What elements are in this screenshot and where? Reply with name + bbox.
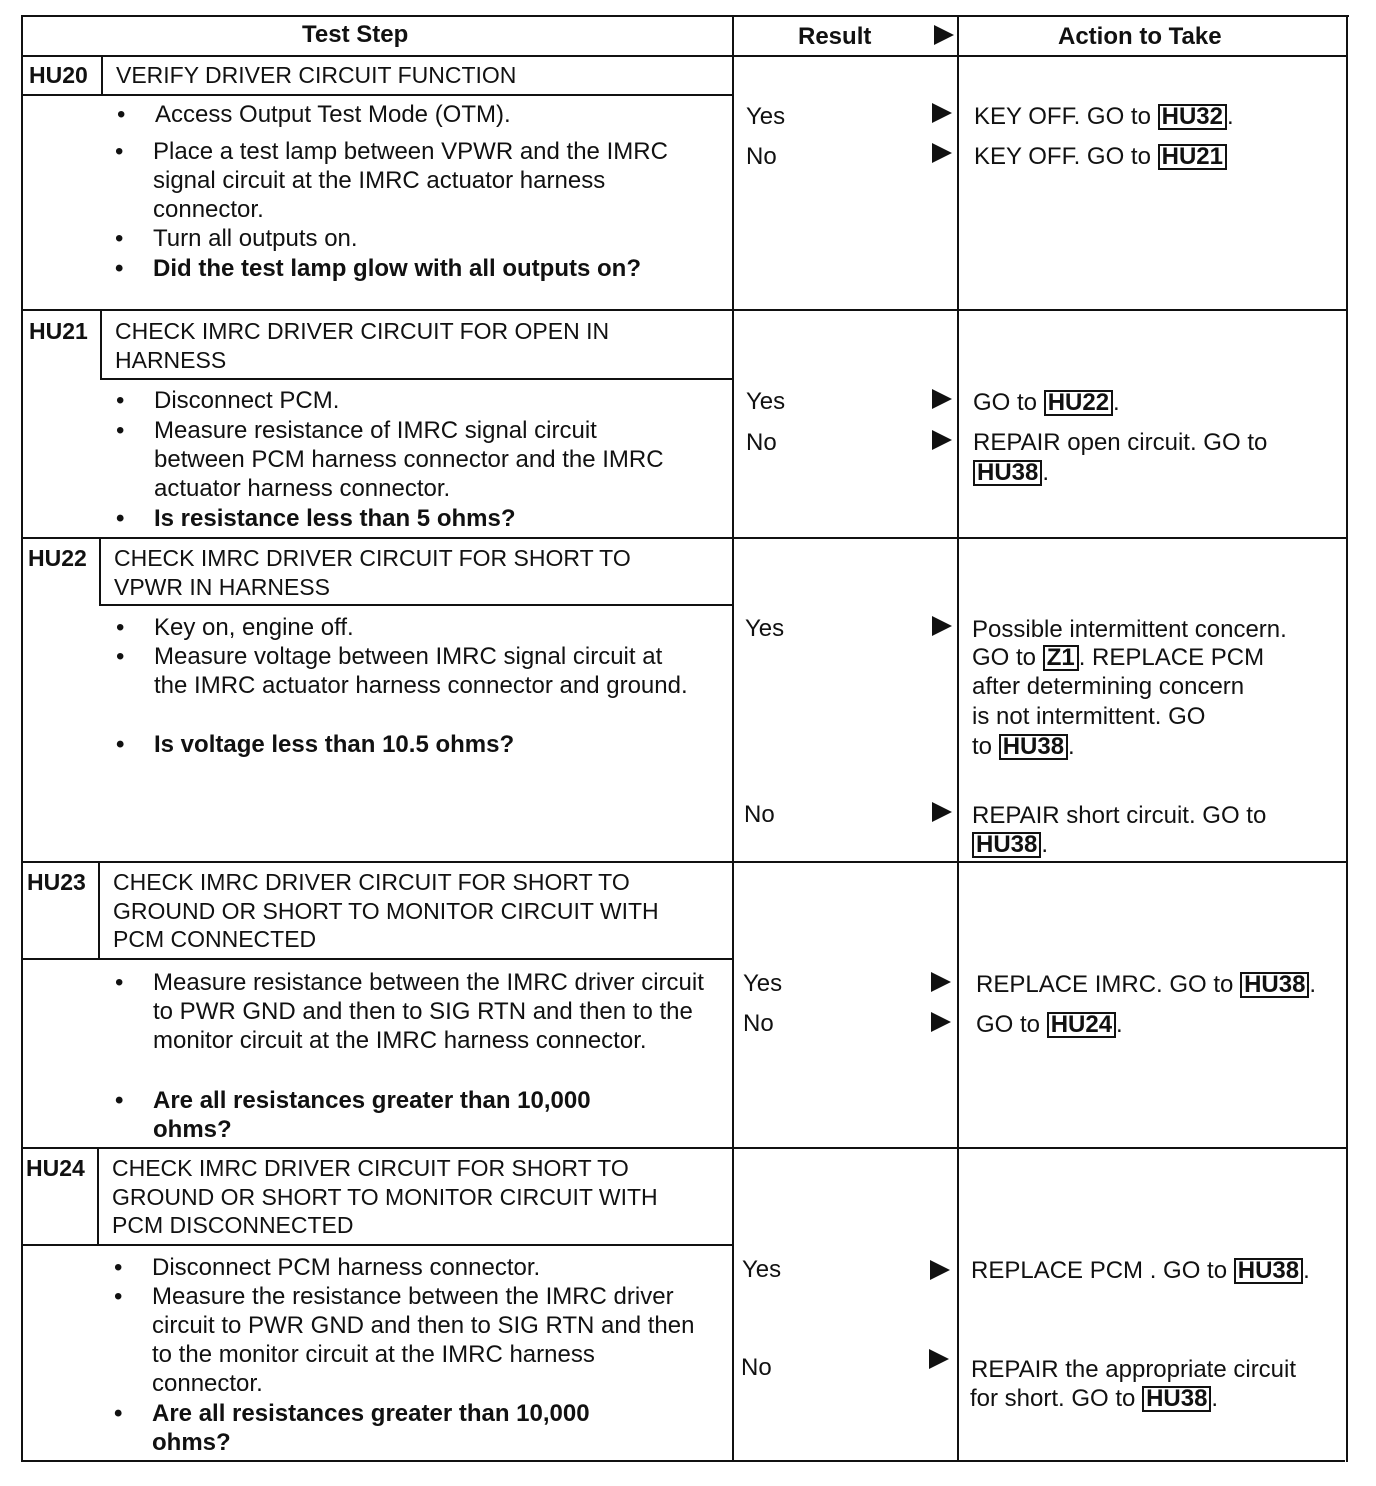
result-arrow-icon xyxy=(931,1012,951,1032)
action-text: REPAIR short circuit. GO to xyxy=(972,802,1267,829)
step-bullet: • Access Output Test Mode (OTM). xyxy=(155,100,715,129)
step-bullet: • Disconnect PCM. xyxy=(154,386,714,415)
step-reference-link[interactable]: HU38 xyxy=(1234,1258,1303,1284)
result-yes: Yes xyxy=(746,388,786,415)
step-bullet: • Key on, engine off. xyxy=(154,613,714,642)
result-arrow-icon xyxy=(929,1349,949,1369)
step-code: HU20 xyxy=(29,62,88,88)
action-text: GO to Z1 . REPLACE PCM xyxy=(972,644,1265,671)
title-divider xyxy=(21,94,733,96)
step-question: • Is resistance less than 5 ohms? xyxy=(154,504,714,533)
step-bullet: • Disconnect PCM harness connector. xyxy=(152,1253,712,1282)
col-divider-action xyxy=(957,15,959,1462)
step-reference-link[interactable]: HU22 xyxy=(1044,390,1113,416)
code-divider xyxy=(100,309,102,379)
header-test-step: Test Step xyxy=(302,21,409,48)
step-bullet: • Turn all outputs on. xyxy=(153,224,713,253)
step-reference-link[interactable]: HU38 xyxy=(972,832,1041,858)
step-reference-link[interactable]: HU38 xyxy=(999,734,1068,760)
row-divider xyxy=(21,1147,1348,1149)
action-text: HU38 . xyxy=(973,458,1049,487)
action-text: REPLACE IMRC. GO to HU38 . xyxy=(976,971,1317,998)
step-code: HU24 xyxy=(26,1155,85,1181)
action-text: for short. GO to HU38 . xyxy=(970,1385,1219,1412)
step-reference-link[interactable]: HU21 xyxy=(1158,144,1227,170)
action-text: KEY OFF. GO to HU21 xyxy=(974,142,1227,171)
step-title: CHECK IMRC DRIVER CIRCUIT FOR SHORT TO GROUND OR SHORT TO MONITOR CIRCUIT WITH PCM DISCONNECTED xyxy=(112,1155,658,1238)
row-divider xyxy=(21,537,1348,539)
step-title: CHECK IMRC DRIVER CIRCUIT FOR SHORT TO VPWR IN HARNESS xyxy=(114,545,631,600)
title-divider xyxy=(100,378,733,380)
action-text: after determining concern xyxy=(972,673,1245,700)
action-text: REPAIR the appropriate circuit xyxy=(971,1356,1297,1383)
code-divider xyxy=(101,55,103,95)
step-bullet: • Measure resistance between the IMRC driver circuit to PWR GND and then to SIG RTN and then to the monitor circuit at the IMRC harness connector. xyxy=(153,968,713,1055)
step-bullet: • Place a test lamp between VPWR and the IMRC signal circuit at the IMRC actuator harness connector. xyxy=(153,137,673,224)
action-text: HU38 . xyxy=(972,830,1048,859)
step-bullet: • Measure voltage between IMRC signal circuit at the IMRC actuator harness connector and ground. xyxy=(154,642,694,700)
step-reference-link[interactable]: Z1 xyxy=(1043,645,1079,671)
action-text: Possible intermittent concern. xyxy=(972,616,1287,643)
result-no: No xyxy=(746,143,777,170)
action-text: GO to HU22 . xyxy=(973,389,1120,416)
result-arrow-icon xyxy=(932,103,952,123)
result-no: No xyxy=(744,801,775,828)
title-divider xyxy=(21,958,733,960)
result-yes: Yes xyxy=(745,615,785,642)
step-bullet: • Measure the resistance between the IMRC driver circuit to PWR GND and then to SIG RTN and then to the monitor circuit at the IMRC harness connector. xyxy=(152,1282,697,1398)
header-arrow-icon xyxy=(934,25,954,45)
action-text: to HU38 . xyxy=(972,733,1075,760)
header-action: Action to Take xyxy=(1058,23,1222,50)
result-no: No xyxy=(741,1354,772,1381)
step-title: VERIFY DRIVER CIRCUIT FUNCTION xyxy=(116,62,517,88)
result-arrow-icon xyxy=(932,616,952,636)
table-border-bottom xyxy=(21,1460,1345,1462)
step-title: CHECK IMRC DRIVER CIRCUIT FOR SHORT TO GROUND OR SHORT TO MONITOR CIRCUIT WITH PCM CONNECTED xyxy=(113,869,659,952)
action-text: REPAIR open circuit. GO to xyxy=(973,429,1268,456)
result-yes: Yes xyxy=(743,970,783,997)
step-reference-link[interactable]: HU38 xyxy=(1240,972,1309,998)
title-divider xyxy=(99,604,733,606)
step-reference-link[interactable]: HU38 xyxy=(1142,1386,1211,1412)
step-code: HU23 xyxy=(27,869,86,895)
action-text: is not intermittent. GO xyxy=(972,703,1206,730)
result-arrow-icon xyxy=(932,430,952,450)
step-question: • Did the test lamp glow with all outputs on? xyxy=(153,254,713,283)
step-question: • Is voltage less than 10.5 ohms? xyxy=(154,730,714,759)
result-no: No xyxy=(743,1010,774,1037)
step-code: HU21 xyxy=(29,318,88,344)
result-yes: Yes xyxy=(742,1256,782,1283)
step-bullet: • Measure resistance of IMRC signal circuit between PCM harness connector and the IMRC actuator harness connector. xyxy=(154,416,674,503)
table-border-top xyxy=(21,15,1349,17)
code-divider xyxy=(98,861,100,959)
result-arrow-icon xyxy=(930,1260,950,1280)
step-code: HU22 xyxy=(28,545,87,571)
title-divider xyxy=(21,1244,733,1246)
result-arrow-icon xyxy=(932,389,952,409)
action-text: GO to HU24 . xyxy=(976,1011,1123,1038)
row-divider xyxy=(21,861,1348,863)
header-divider xyxy=(21,55,1348,57)
table-border-right xyxy=(1346,15,1348,1462)
result-arrow-icon xyxy=(931,972,951,992)
step-reference-link[interactable]: HU38 xyxy=(973,460,1042,486)
code-divider xyxy=(97,1147,99,1245)
step-reference-link[interactable]: HU24 xyxy=(1047,1012,1116,1038)
step-title: CHECK IMRC DRIVER CIRCUIT FOR OPEN IN HARNESS xyxy=(115,318,610,373)
row-divider xyxy=(21,309,1348,311)
action-text: KEY OFF. GO to HU32 . xyxy=(974,103,1234,130)
step-question: • Are all resistances greater than 10,000 ohms? xyxy=(153,1086,653,1144)
result-arrow-icon xyxy=(932,143,952,163)
result-no: No xyxy=(746,429,777,456)
step-question: • Are all resistances greater than 10,000 ohms? xyxy=(152,1399,652,1457)
result-yes: Yes xyxy=(746,103,786,130)
step-reference-link[interactable]: HU32 xyxy=(1158,104,1227,130)
action-text: REPLACE PCM . GO to HU38 . xyxy=(971,1257,1310,1284)
result-arrow-icon xyxy=(932,802,952,822)
header-result: Result xyxy=(798,23,872,50)
code-divider xyxy=(99,537,101,605)
